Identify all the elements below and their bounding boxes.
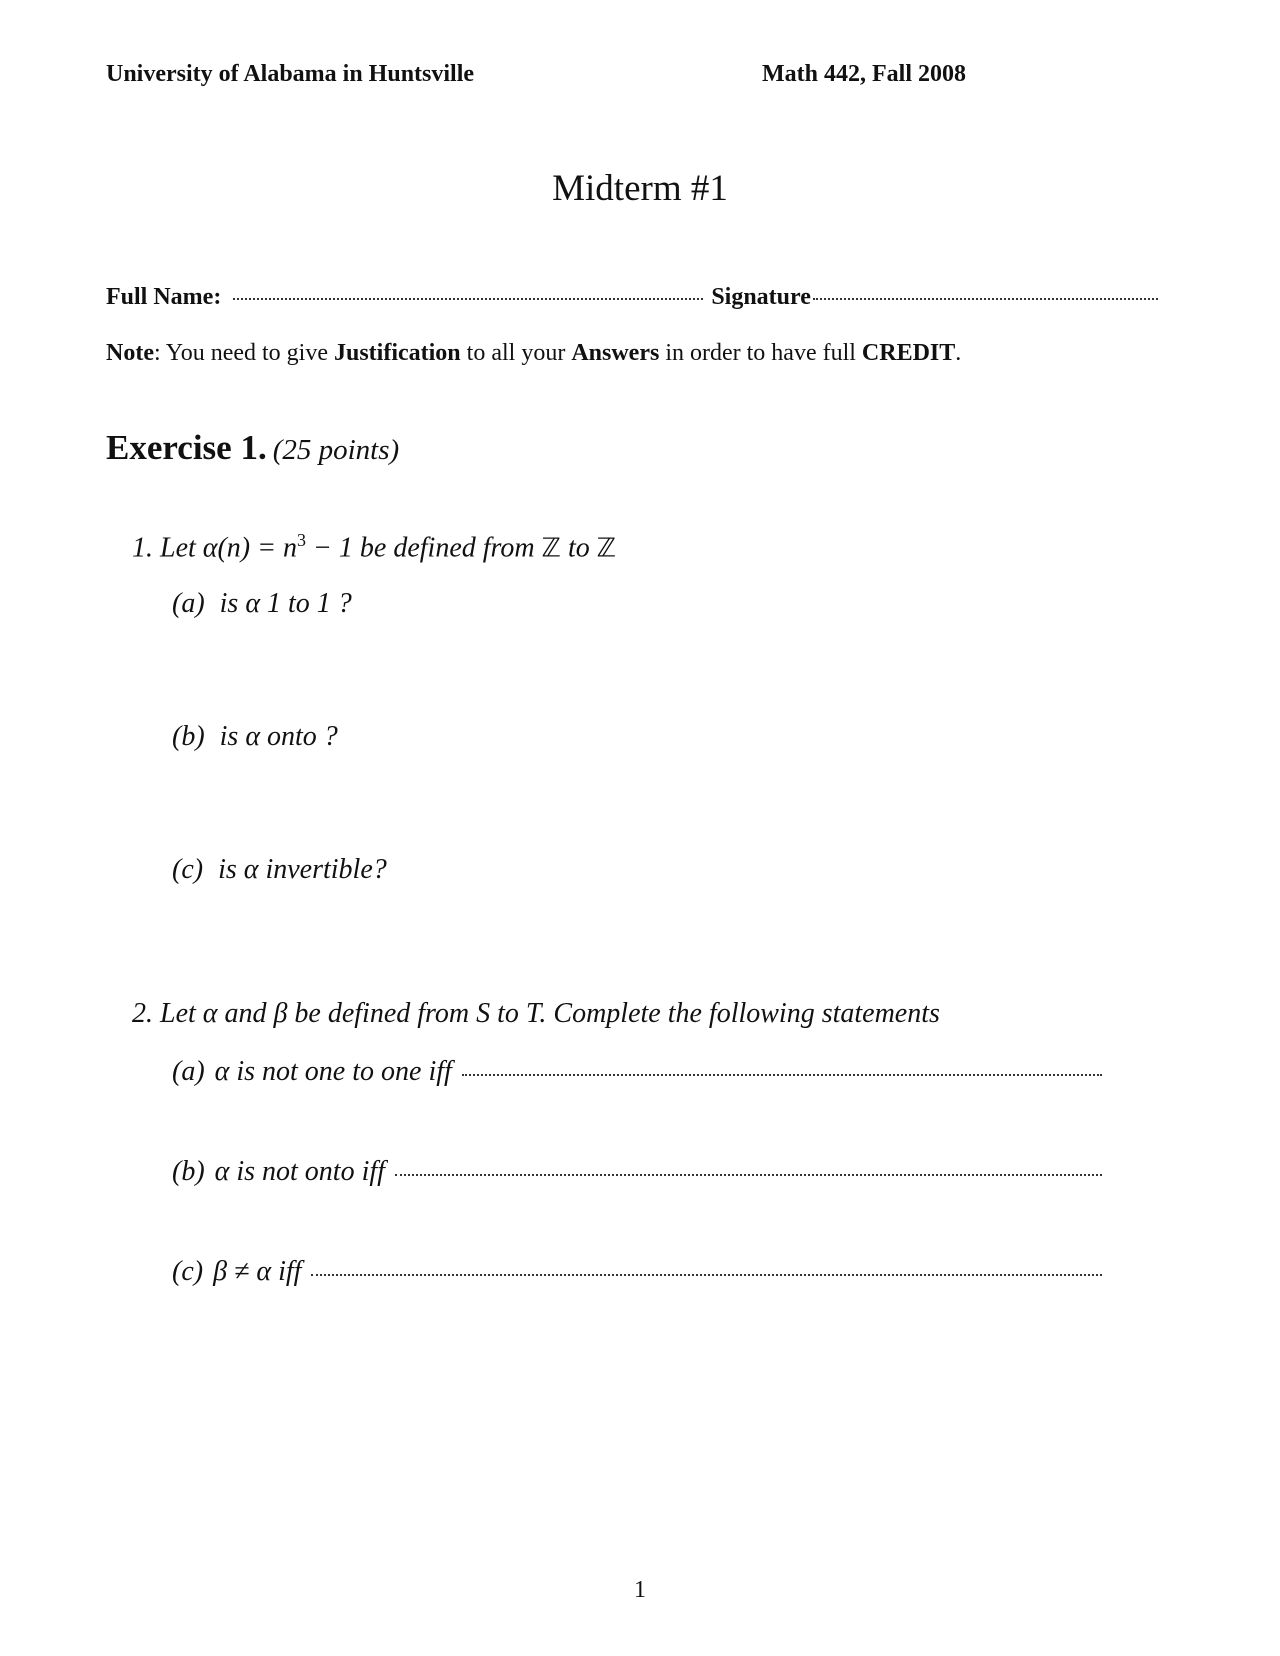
note-label: Note: [106, 340, 154, 366]
question-2-number: 2.: [132, 998, 153, 1029]
part-label: (c): [172, 854, 204, 885]
part-label: (b): [172, 721, 205, 752]
part-text: α is not one to one iff: [214, 1056, 452, 1087]
integers-symbol-1: ℤ: [541, 533, 561, 564]
answer-line[interactable]: [311, 1274, 1102, 1276]
part-label: (c): [172, 1256, 204, 1287]
question-1-number: 1.: [132, 532, 153, 564]
note-text-3: in order to have full: [659, 340, 862, 366]
signature-field[interactable]: [813, 298, 1158, 300]
part-text: α is not onto iff: [214, 1156, 385, 1187]
note-text-2: to all your: [460, 340, 572, 366]
signature-label: Signature: [711, 284, 811, 310]
question-1-part-c: [172, 854, 387, 886]
note-text-4: .: [955, 340, 962, 366]
question-2-part-c: [172, 1256, 1102, 1288]
question-2: [132, 998, 940, 1030]
header-course: Math 442, Fall 2008: [762, 61, 966, 87]
note: [106, 340, 961, 367]
part-label: (a): [172, 1056, 205, 1087]
header-university: University of Alabama in Huntsville: [106, 61, 475, 87]
exercise-title: Exercise 1.: [106, 428, 267, 467]
note-bold-answers: Answers: [571, 340, 660, 366]
question-2-part-b: [172, 1156, 1102, 1188]
part-label: (a): [172, 588, 205, 619]
question-1-exponent: 3: [297, 530, 307, 550]
part-label: (b): [172, 1156, 205, 1187]
question-2-part-a: [172, 1056, 1102, 1088]
full-name-label: Full Name:: [106, 284, 222, 310]
part-text: β ≠ α iff: [213, 1256, 302, 1287]
note-text-1: : You need to give: [153, 340, 334, 366]
name-signature-row: [106, 284, 1158, 316]
exercise-heading: [106, 428, 399, 468]
question-1: [132, 530, 616, 564]
integers-symbol-2: ℤ: [596, 533, 617, 564]
answer-line[interactable]: [395, 1174, 1102, 1176]
question-1-part-b: [172, 721, 338, 753]
question-1-text-b: − 1 be defined from: [306, 532, 542, 564]
page-number: 1: [634, 1577, 646, 1603]
note-bold-justification: Justification: [333, 340, 461, 366]
note-bold-credit: CREDIT: [861, 340, 956, 366]
exercise-points: (25 points): [272, 434, 400, 466]
answer-line[interactable]: [462, 1074, 1102, 1076]
part-text: is α onto ?: [219, 721, 338, 752]
question-1-text-a: Let α(n) = n: [160, 532, 298, 564]
question-1-part-a: [172, 588, 352, 620]
full-name-field[interactable]: [233, 298, 703, 300]
question-2-text: Let α and β be defined from S to T. Complete the following statements: [160, 998, 940, 1029]
page-title: Midterm #1: [552, 168, 728, 209]
part-text: is α 1 to 1 ?: [219, 588, 352, 619]
question-1-text-c: to: [561, 532, 597, 564]
part-text: is α invertible?: [218, 854, 387, 885]
